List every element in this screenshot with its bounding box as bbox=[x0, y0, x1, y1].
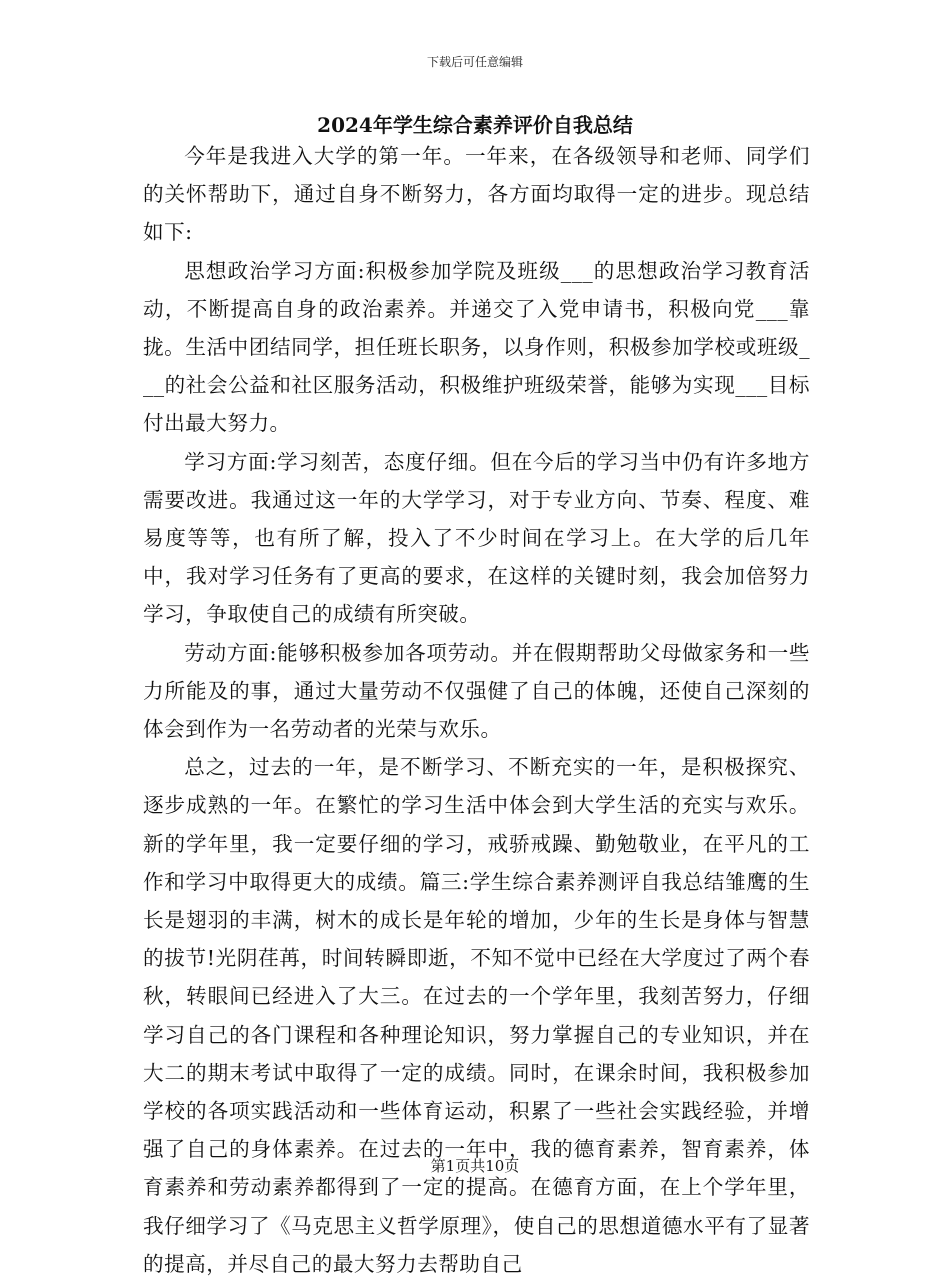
paragraph-labor: 劳动方面:能够积极参加各项劳动。并在假期帮助父母做家务和一些力所能及的事，通过大量劳动不仅强健了自己的体魄，还使自己深刻的体会到作为一名劳动者的光荣与欢乐。 bbox=[143, 640, 810, 742]
document-title: 2024年学生综合素养评价自我总结 bbox=[317, 113, 633, 137]
page-number: 第1页共10页 bbox=[430, 1157, 520, 1175]
paragraph-study: 学习方面:学习刻苦，态度仔细。但在今后的学习当中仍有许多地方需要改进。我通过这一年的大学学习，对于专业方向、节奏、程度、难易度等等，也有所了解，投入了不少时间在学习上。在大学的后几年中，我对学习任务有了更高的要求，在这样的关键时刻，我会加倍努力学习，争取使自己的成绩有所突破。 bbox=[143, 449, 810, 627]
paragraph-summary: 总之，过去的一年，是不断学习、不断充实的一年，是积极探究、逐步成熟的一年。在繁忙的学习生活中体会到大学生活的充实与欢乐。新的学年里，我一定要仔细的学习，戒骄戒躁、勤勉敬业，在平凡的工作和学习中取得更大的成绩。篇三:学生综合素养测评自我总结雏鹰的生长是翅羽的丰满，树木的成长是年轮的增加，少年的生长是身体与智慧的拔节!光阴荏苒，时间转瞬即逝，不知不觉中已经在大学度过了两个春秋，转眼间已经进入了大三。在过去的一个学年里，我刻苦努力，仔细学习自己的各门课程和各种理论知识，努力掌握自己的专业知识，并在大二的期末考试中取得了一定的成绩。同时，在课余时间，我积极参加学校的各项实践活动和一些体育运动，积累了一些社会实践经验，并增强了自己的身体素养。在过去的一年中，我的德育素养，智育素养，体育素养和劳动素养都得到了一定的提高。在德育方面，在上个学年里，我仔细学习了《马克思主义哲学原理》，使自己的思想道德水平有了显著的提高，并尽自己的最大努力去帮助自己 bbox=[143, 755, 810, 1276]
document-body bbox=[143, 137, 810, 1283]
paragraph-political-study: 思想政治学习方面:积极参加学院及班级___的思想政治学习教育活动，不断提高自身的政治素养。并递交了入党申请书，积极向党___靠拢。生活中团结同学，担任班长职务，以身作则，积极参加学校或班级___的社会公益和社区服务活动，积极维护班级荣誉，能够为实现___目标付出最大努力。 bbox=[143, 258, 810, 436]
paragraph-intro: 今年是我进入大学的第一年。一年来，在各级领导和老师、同学们的关怀帮助下，通过自身不断努力，各方面均取得一定的进步。现总结如下: bbox=[143, 144, 810, 245]
header-note: 下载后可任意编辑 bbox=[426, 55, 523, 69]
